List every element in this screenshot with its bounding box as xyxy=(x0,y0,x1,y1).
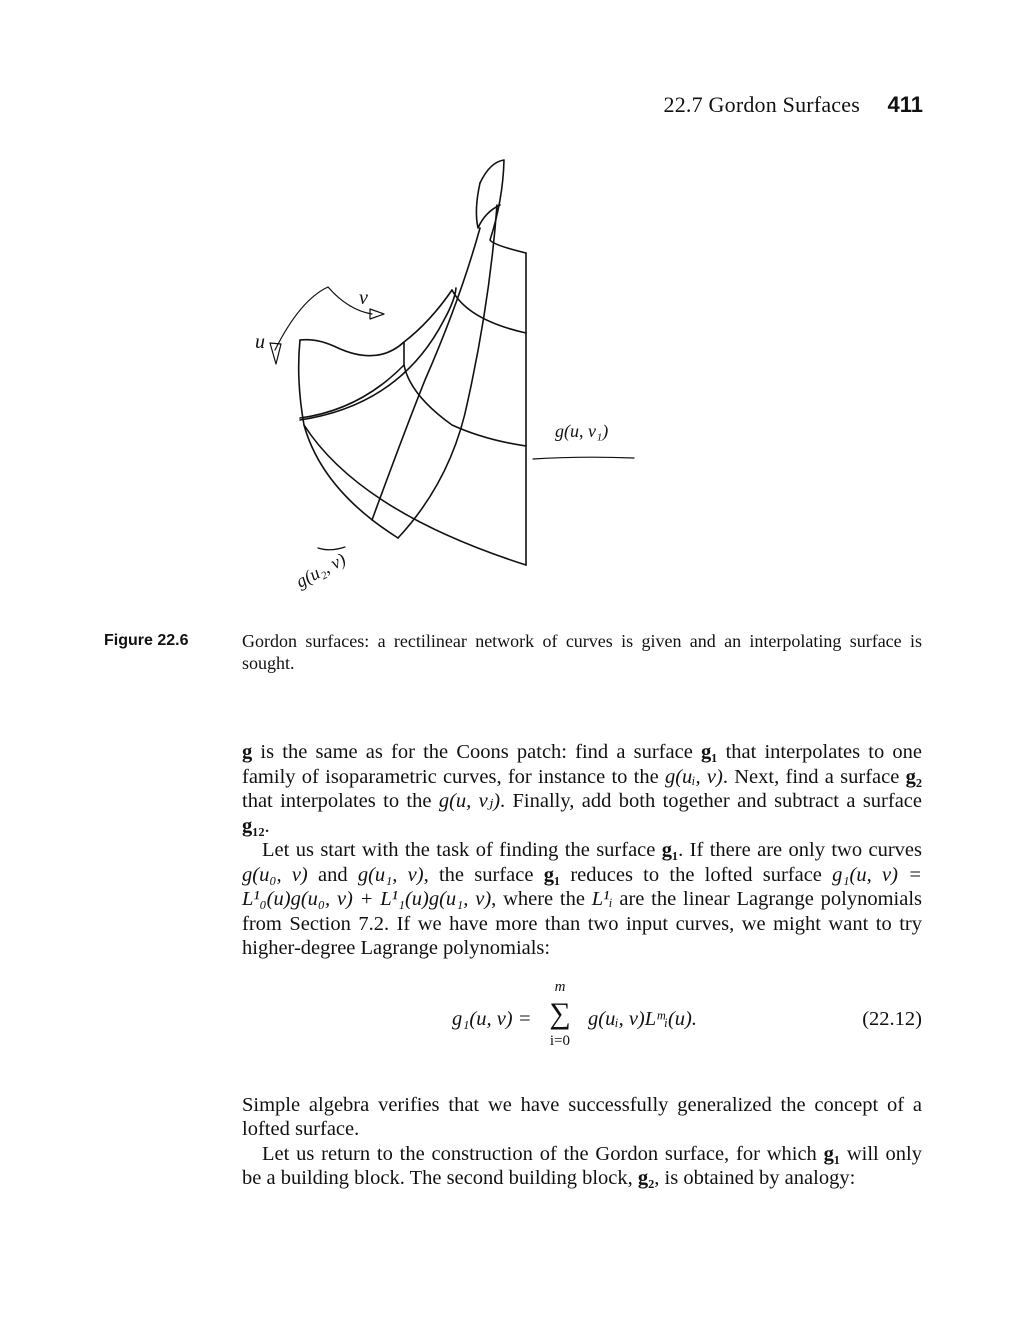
paragraph-1: g is the same as for the Coons patch: find a surface g₁ that interpolates to one family of isoparametric curves, for instance to the g(uᵢ, v). Next, find a surface g₂ that interpolates to the g(u, vⱼ). Finally, add both together and subtract a surface g₁₂. xyxy=(242,741,922,837)
u-curve-4 xyxy=(300,288,456,420)
caption-label: Figure 22.6 xyxy=(104,632,189,649)
equation-rhs: g(uᵢ, v)Lᵐᵢ(u). xyxy=(588,1007,697,1030)
math-g12: g₁₂ xyxy=(242,814,265,837)
label-u: u xyxy=(255,331,265,353)
page-number: 411 xyxy=(887,92,923,117)
math-g: g xyxy=(242,741,253,763)
leader-g-u2-v xyxy=(318,547,345,550)
paragraph-4: Let us return to the construction of the Gordon surface, for which g₁ will only be a building block. The second building block, g₂, is obtained by analogy: xyxy=(242,1142,922,1189)
bottom-boundary xyxy=(304,425,526,565)
sum-symbol: ∑ xyxy=(549,997,571,1030)
math-lofted-surface: g₁(u, v) = L¹₀(u)g(u₀, v) + L¹₁(u)g(u₁, v) xyxy=(242,863,922,910)
figure-gordon-surface xyxy=(240,150,700,600)
top-curl xyxy=(480,160,526,253)
math-g2: g₂ xyxy=(905,765,922,788)
body-text xyxy=(242,740,922,1191)
summation xyxy=(540,975,580,1054)
section-title: 22.7 Gordon Surfaces xyxy=(663,92,860,117)
equation-22-12 xyxy=(242,975,922,1071)
surface-diagram xyxy=(240,150,700,600)
u-arrowhead xyxy=(270,343,281,364)
v-curve-1 xyxy=(372,228,480,520)
label-g-u2-v: g(u₂, v) xyxy=(292,548,349,592)
equation-number: (22.12) xyxy=(862,1007,922,1030)
paragraph-2: Let us start with the task of finding the surface g₁. If there are only two curves g(u₀, v) and g(u₁, v), the surface g₁ reduces to the lofted surface g₁(u, v) = L¹₀(u)g(u₀, v) + L¹₁(u)g(u₁, v), where the L¹ᵢ are the linear Lagrange polynomials from Section 7.2. If we have more than two input curves, we might want to try higher-degree Lagrange polynomials: xyxy=(242,839,923,959)
leader-g-u-v1 xyxy=(533,457,634,459)
caption-text: Gordon surfaces: a rectilinear network of curves is given and an interpolating surface is sought. xyxy=(242,631,922,673)
label-g-u-v1: g(u, v₁) xyxy=(555,421,609,441)
equation-lhs: g₁(u, v) = xyxy=(452,1007,532,1030)
figure-caption xyxy=(104,630,922,674)
paragraph-3: Simple algebra verifies that we have successfully generalized the concept of a lofted surface. xyxy=(242,1093,922,1140)
u-curve-2 xyxy=(300,365,526,446)
math-g1: g₁ xyxy=(700,741,718,763)
math-g-ui-v: g(uᵢ, v) xyxy=(664,765,723,788)
top-edge xyxy=(300,290,452,356)
label-v: v xyxy=(359,287,368,309)
u-curve-1 xyxy=(452,290,526,333)
sum-lower: i=0 xyxy=(549,1033,571,1049)
running-header xyxy=(664,92,923,118)
v-curve-2 xyxy=(398,205,497,538)
sum-upper: m xyxy=(554,978,566,995)
math-g-u-vj: g(u, vⱼ) xyxy=(438,790,501,812)
